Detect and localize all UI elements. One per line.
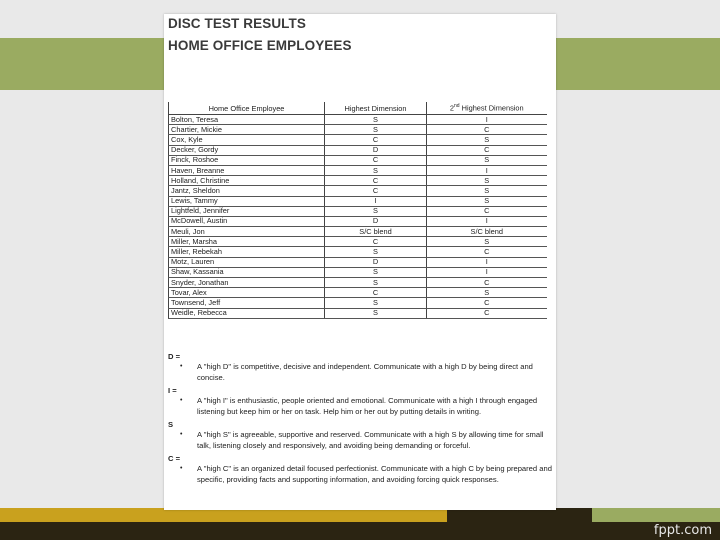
table-row [169, 278, 547, 288]
accent-bar-dark-segment [447, 508, 592, 522]
table-row [169, 267, 547, 277]
table-row [169, 125, 547, 135]
second-dimension-cell: S [427, 288, 547, 298]
table-header-row [169, 102, 547, 115]
definition-item [168, 362, 556, 383]
header-second-rest: Highest Dimension [459, 103, 524, 113]
second-dimension-cell: S/C blend [427, 227, 547, 237]
highest-dimension-cell: S [325, 206, 427, 216]
employee-name-cell: Chartier, Mickie [169, 125, 325, 135]
highest-dimension-cell: S [325, 298, 427, 308]
highest-dimension-cell: D [325, 145, 427, 155]
table-row [169, 298, 547, 308]
table-row [169, 176, 547, 186]
employee-name-cell: Jantz, Sheldon [169, 186, 325, 196]
highest-dimension-cell: D [325, 257, 427, 267]
highest-dimension-cell: S [325, 278, 427, 288]
highest-dimension-cell: C [325, 237, 427, 247]
header-highest: Highest Dimension [325, 102, 427, 115]
second-dimension-cell: S [427, 176, 547, 186]
highest-dimension-cell: C [325, 186, 427, 196]
bullet-icon: • [180, 465, 183, 472]
results-table [168, 102, 547, 319]
table-row [169, 206, 547, 216]
second-dimension-cell: S [427, 196, 547, 206]
employee-name-cell: Townsend, Jeff [169, 298, 325, 308]
second-dimension-cell: S [427, 135, 547, 145]
header-second-highest [427, 102, 547, 115]
employee-name-cell: Holland, Christine [169, 176, 325, 186]
second-dimension-cell: C [427, 278, 547, 288]
definition-letter: S [168, 420, 174, 429]
second-dimension-cell: S [427, 155, 547, 165]
definition-letter: D = [168, 352, 181, 361]
table-row [169, 257, 547, 267]
document-title: DISC TEST RESULTS [168, 16, 306, 31]
highest-dimension-cell: C [325, 288, 427, 298]
employee-name-cell: Shaw, Kassania [169, 267, 325, 277]
second-dimension-cell: C [427, 145, 547, 155]
employee-name-cell: Motz, Lauren [169, 257, 325, 267]
brand-logo: fppt.com [653, 523, 712, 538]
footer-band [0, 522, 720, 540]
employee-name-cell: McDowell, Austin [169, 216, 325, 226]
table-row [169, 186, 547, 196]
employee-name-cell: Lightfeld, Jennifer [169, 206, 325, 216]
employee-name-cell: Lewis, Tammy [169, 196, 325, 206]
table-row [169, 247, 547, 257]
highest-dimension-cell: S [325, 125, 427, 135]
definition-text: A "high D" is competitive, decisive and independent. Communicate with a high D by being direct and concise. [197, 362, 533, 382]
definitions-section [168, 351, 556, 487]
bullet-icon: • [180, 431, 183, 438]
definition-item [168, 430, 556, 451]
table-row [169, 288, 547, 298]
employee-name-cell: Finck, Roshoe [169, 155, 325, 165]
employee-name-cell: Cox, Kyle [169, 135, 325, 145]
highest-dimension-cell: S [325, 165, 427, 175]
definition-letter: I = [168, 386, 177, 395]
second-dimension-cell: C [427, 298, 547, 308]
table-row [169, 196, 547, 206]
table-row [169, 227, 547, 237]
table-row [169, 145, 547, 155]
second-dimension-cell: I [427, 216, 547, 226]
employee-name-cell: Haven, Breanne [169, 165, 325, 175]
table-row [169, 165, 547, 175]
header-employee: Home Office Employee [169, 102, 325, 115]
highest-dimension-cell: C [325, 176, 427, 186]
highest-dimension-cell: C [325, 155, 427, 165]
definition-text: A "high S" is agreeable, supportive and reserved. Communicate with a high S by allowing time for small talk, listening closely and responsively, and avoiding being demanding or forceful. [197, 430, 544, 450]
table-row [169, 115, 547, 125]
highest-dimension-cell: S [325, 267, 427, 277]
definition-text: A "high I" is enthusiastic, people oriented and emotional. Communicate with a high I through engaged listening but keep him or her on task. Help him or her out by putting details in writing. [197, 396, 538, 416]
employee-name-cell: Bolton, Teresa [169, 115, 325, 125]
second-dimension-cell: S [427, 237, 547, 247]
highest-dimension-cell: S/C blend [325, 227, 427, 237]
second-dimension-cell: C [427, 125, 547, 135]
second-dimension-cell: C [427, 247, 547, 257]
definition-item [168, 464, 556, 485]
document-page [164, 14, 556, 510]
employee-name-cell: Weidle, Rebecca [169, 308, 325, 318]
second-dimension-cell: I [427, 267, 547, 277]
employee-name-cell: Decker, Gordy [169, 145, 325, 155]
table-row [169, 308, 547, 318]
highest-dimension-cell: I [325, 196, 427, 206]
second-dimension-cell: I [427, 165, 547, 175]
table-row [169, 135, 547, 145]
second-dimension-cell: C [427, 308, 547, 318]
document-subtitle: HOME OFFICE EMPLOYEES [168, 38, 352, 53]
highest-dimension-cell: S [325, 247, 427, 257]
accent-bar-light-segment [592, 508, 720, 522]
header-second-num: 2 [449, 103, 454, 113]
employee-name-cell: Miller, Rebekah [169, 247, 325, 257]
second-dimension-cell: I [427, 115, 547, 125]
second-dimension-cell: C [427, 206, 547, 216]
accent-bar [0, 508, 720, 522]
definition-item [168, 396, 556, 417]
highest-dimension-cell: S [325, 308, 427, 318]
employee-name-cell: Meuli, Jon [169, 227, 325, 237]
header-second-sup: nd [453, 103, 460, 110]
highest-dimension-cell: D [325, 216, 427, 226]
table-row [169, 216, 547, 226]
definition-text: A "high C" is an organized detail focused perfectionist. Communicate with a high C by being prepared and specific, providing facts and supporting information, and avoiding forcing quick responses. [197, 464, 552, 484]
second-dimension-cell: S [427, 186, 547, 196]
employee-name-cell: Miller, Marsha [169, 237, 325, 247]
highest-dimension-cell: C [325, 135, 427, 145]
employee-name-cell: Tovar, Alex [169, 288, 325, 298]
bullet-icon: • [180, 363, 183, 370]
bullet-icon: • [180, 397, 183, 404]
table-row [169, 155, 547, 165]
definition-letter: C = [168, 454, 181, 463]
table-row [169, 237, 547, 247]
employee-name-cell: Snyder, Jonathan [169, 278, 325, 288]
second-dimension-cell: I [427, 257, 547, 267]
highest-dimension-cell: S [325, 115, 427, 125]
